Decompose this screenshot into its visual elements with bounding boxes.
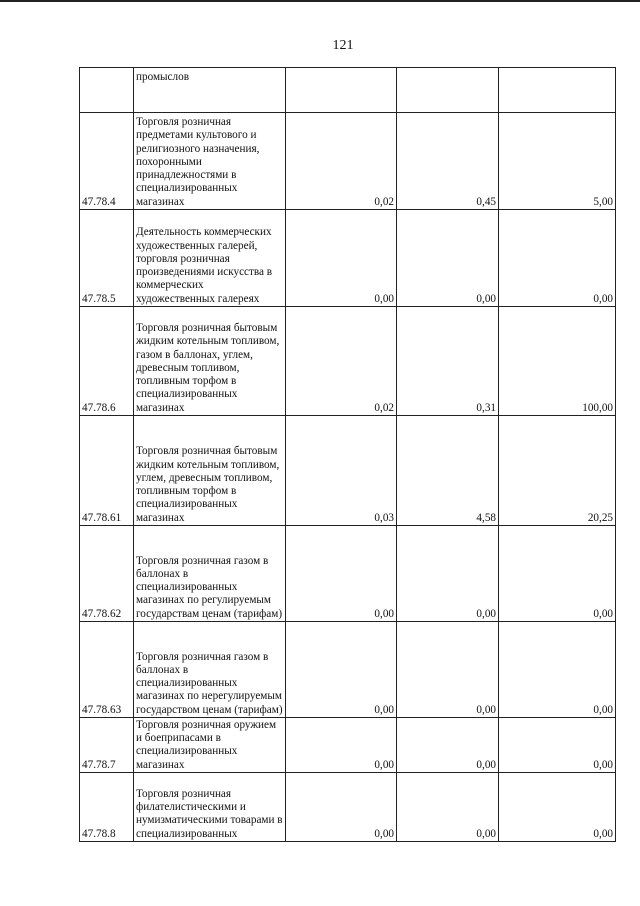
name-cell: Торговля розничная филателистическими и нумизматическими товарами в специализированных <box>134 773 286 842</box>
name-cell: Торговля розничная оружием и боеприпасами в специализированных магазинах <box>134 718 286 773</box>
value-cell: 0,00 <box>397 210 499 307</box>
value-cell: 0,00 <box>499 210 616 307</box>
table-row <box>80 113 616 210</box>
value-cell: 0,00 <box>397 622 499 718</box>
value-cell: 0,00 <box>499 718 616 773</box>
value-cell: 0,00 <box>286 622 397 718</box>
name-cell: Деятельность коммерческих художественных галерей, торговля розничная произведениями искусства в коммерческих художественных галереях <box>134 210 286 307</box>
value-cell <box>397 68 499 113</box>
code-cell: 47.78.6 <box>80 307 134 416</box>
code-cell: 47.78.4 <box>80 113 134 210</box>
value-cell: 0,00 <box>499 773 616 842</box>
value-cell: 0,03 <box>286 416 397 526</box>
name-cell: промыслов <box>134 68 286 113</box>
value-cell: 0,00 <box>499 622 616 718</box>
name-cell: Торговля розничная бытовым жидким котельным топливом, углем, древесным топливом, топливным торфом в специализированных магазинах <box>134 416 286 526</box>
value-cell <box>499 68 616 113</box>
code-cell: 47.78.5 <box>80 210 134 307</box>
table-row <box>80 622 616 718</box>
value-cell: 0,00 <box>397 773 499 842</box>
value-cell: 0,00 <box>286 773 397 842</box>
code-cell: 47.78.7 <box>80 718 134 773</box>
table-row <box>80 416 616 526</box>
value-cell: 0,00 <box>499 526 616 622</box>
name-cell: Торговля розничная газом в баллонах в специализированных магазинах по нерегулируемым государством ценам (тарифам) <box>134 622 286 718</box>
value-cell: 0,02 <box>286 113 397 210</box>
table-row <box>80 526 616 622</box>
code-cell: 47.78.62 <box>80 526 134 622</box>
table-row <box>80 773 616 842</box>
code-cell: 47.78.63 <box>80 622 134 718</box>
value-cell: 0,00 <box>397 526 499 622</box>
value-cell: 0,45 <box>397 113 499 210</box>
table-row <box>80 307 616 416</box>
name-cell: Торговля розничная газом в баллонах в специализированных магазинах по регулируемым государствам ценам (тарифам) <box>134 526 286 622</box>
value-cell: 20,25 <box>499 416 616 526</box>
name-cell: Торговля розничная бытовым жидким котельным топливом, газом в баллонах, углем, древесным топливом, топливным торфом в специализированных магазинах <box>134 307 286 416</box>
value-cell: 0,00 <box>286 718 397 773</box>
code-cell: 47.78.61 <box>80 416 134 526</box>
data-table <box>79 67 616 842</box>
code-cell <box>80 68 134 113</box>
name-cell: Торговля розничная предметами культового и религиозного назначения, похоронными принадлежностями в специализированных магазинах <box>134 113 286 210</box>
code-cell: 47.78.8 <box>80 773 134 842</box>
value-cell: 0,31 <box>397 307 499 416</box>
value-cell: 0,02 <box>286 307 397 416</box>
table-row <box>80 68 616 113</box>
value-cell: 5,00 <box>499 113 616 210</box>
value-cell: 0,00 <box>286 526 397 622</box>
value-cell: 0,00 <box>397 718 499 773</box>
value-cell: 0,00 <box>286 210 397 307</box>
table-row <box>80 718 616 773</box>
value-cell: 100,00 <box>499 307 616 416</box>
value-cell: 4,58 <box>397 416 499 526</box>
value-cell <box>286 68 397 113</box>
scan-edge <box>0 0 640 2</box>
page-number: 121 <box>332 38 354 53</box>
table-row <box>80 210 616 307</box>
